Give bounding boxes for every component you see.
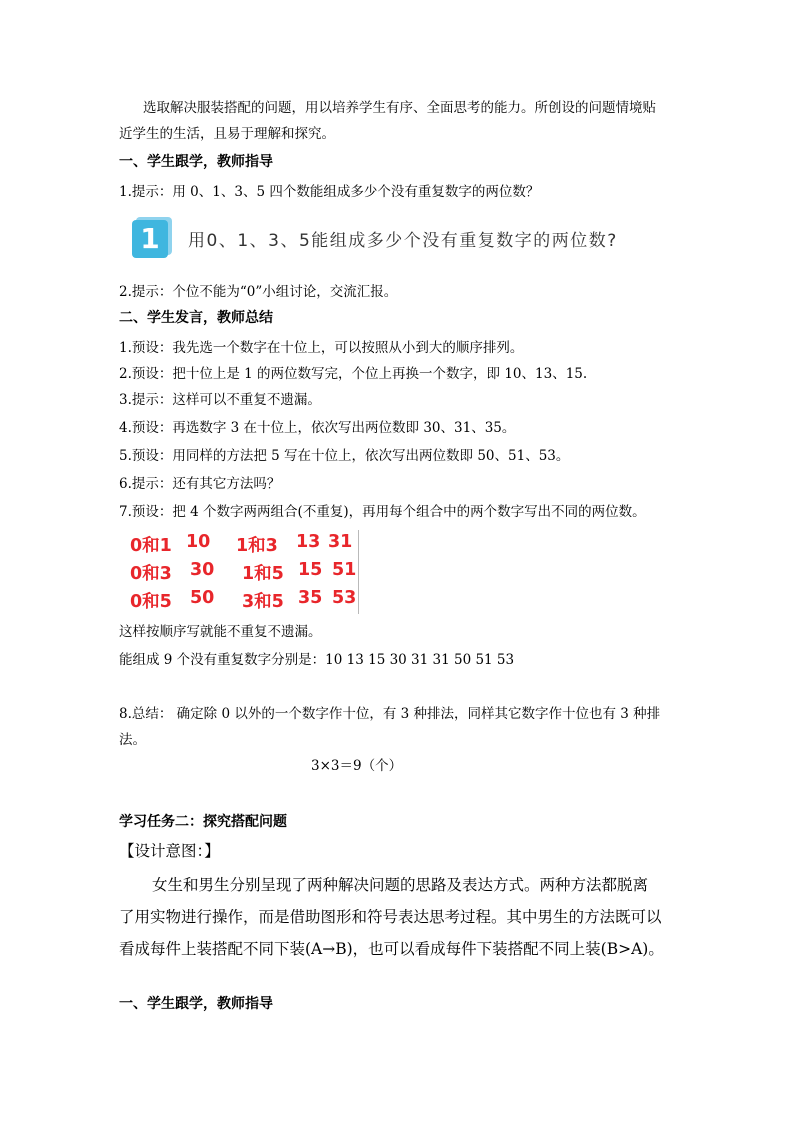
combo-pair: 1和5	[242, 564, 284, 584]
example-number-badge: 1	[132, 220, 168, 258]
combination-grid	[128, 530, 360, 614]
combo-number: 53	[332, 588, 357, 608]
section-heading-1: 一、学生跟学，教师指导	[119, 154, 273, 170]
step-7: 7.预设：把 4 个数字两两组合(不重复)，再用每个组合中的两个数字写出不同的两位数。	[119, 504, 646, 520]
combo-pair: 0和1	[130, 536, 172, 556]
hint-2: 2.提示：个位不能为“0”小组讨论，交流汇报。	[119, 284, 398, 300]
intro-line-2: 近学生的生活，且易于理解和探究。	[119, 126, 335, 142]
combo-number: 10	[186, 532, 211, 552]
task2-heading: 学习任务二：探究搭配问题	[119, 814, 287, 830]
step-5: 5.预设：用同样的方法把 5 写在十位上，依次写出两位数即 50、51、53。	[119, 448, 570, 464]
combo-number: 35	[298, 588, 323, 608]
step-2: 2.预设：把十位上是 1 的两位数写完，个位上再换一个数字，即 10、13、15.	[119, 366, 588, 382]
task2-para-line-1: 女生和男生分别呈现了两种解决问题的思路及表达方式。两种方法都脱离	[152, 876, 649, 894]
combo-number: 15	[298, 560, 323, 580]
combo-number: 30	[190, 560, 215, 580]
summary-line-2: 法。	[119, 732, 146, 748]
step-1: 1.预设：我先选一个数字在十位上，可以按照从小到大的顺序排列。	[119, 340, 524, 356]
combo-number: 31	[328, 532, 353, 552]
section-heading-2: 二、学生发言，教师总结	[119, 310, 273, 326]
combo-pair: 0和5	[130, 592, 172, 612]
grid-divider	[358, 530, 359, 614]
task2-para-line-3: 看成每件上装搭配不同下装(A→B)，也可以看成每件下装搭配不同上装(B>A)。	[119, 940, 664, 958]
example-question: 用0、1、3、5能组成多少个没有重复数字的两位数?	[188, 231, 618, 251]
summary-line-1: 8.总结： 确定除 0 以外的一个数字作十位，有 3 种排法，同样其它数字作十位也有 3 种排	[119, 706, 661, 722]
note-order: 这样按顺序写就能不重复不遗漏。	[119, 624, 322, 640]
combo-pair: 0和3	[130, 564, 172, 584]
section-heading-3: 一、学生跟学，教师指导	[119, 996, 273, 1012]
combo-number: 51	[332, 560, 357, 580]
example-banner	[130, 218, 620, 264]
step-6: 6.提示：还有其它方法吗？	[119, 476, 281, 492]
design-intent-label: 【设计意图：】	[119, 842, 220, 860]
summary-equation: 3×3＝9（个）	[311, 758, 403, 774]
combo-number: 50	[190, 588, 215, 608]
combo-pair: 1和3	[236, 536, 278, 556]
step-4: 4.预设：再选数字 3 在十位上，依次写出两位数即 30、31、35。	[119, 420, 516, 436]
note-result: 能组成 9 个没有重复数字分别是：10 13 15 30 31 31 50 51 53	[119, 652, 515, 668]
combo-number: 13	[296, 532, 321, 552]
task2-para-line-2: 了用实物进行操作，而是借助图形和符号表达思考过程。其中男生的方法既可以	[119, 908, 662, 926]
hint-1: 1.提示：用 0、1、3、5 四个数能组成多少个没有重复数字的两位数？	[119, 184, 540, 200]
intro-line-1: 选取解决服装搭配的问题，用以培养学生有序、全面思考的能力。所创设的问题情境贴	[143, 100, 656, 116]
combo-pair: 3和5	[242, 592, 284, 612]
step-3: 3.提示：这样可以不重复不遗漏。	[119, 392, 321, 408]
